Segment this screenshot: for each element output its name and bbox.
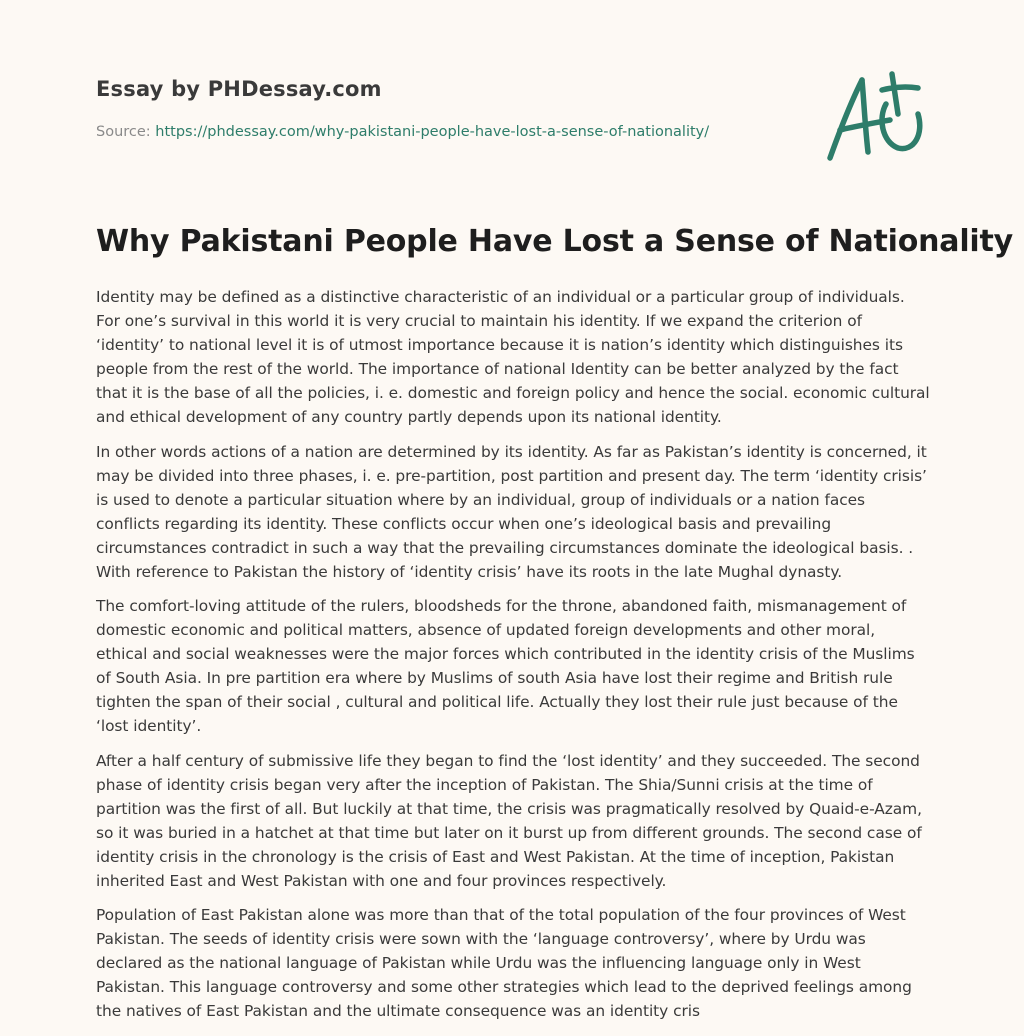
essay-paragraph: After a half century of submissive life they began to find the ‘lost identity’ and they succeeded. The second phase of identity crisis began very after the inception of Pakistan. The Shia/Sunni crisis at the time of partition was the first of all. But luckily at that time, the crisis was pragmatically resolved by Quaid-e-Azam, so it was buried in a hatchet at that time but later on it burst up from different grounds. The second case of identity crisis in the chronology is the crisis of East and West Pakistan. At the time of inception, Pakistan inherited East and West Pakistan with one and four provinces respectively. <box>96 751 922 890</box>
essay-paragraph: Population of East Pakistan alone was more than that of the total population of the four provinces of West Pakistan. The seeds of identity crisis were sown with the ‘language controversy’, where by Urdu was declared as the national language of Pakistan while Urdu was the influencing language only in West Pakistan. This language controversy and some other strategies which lead to the deprived feelings among the natives of East Pakistan and the ultimate consequence was an identity cris <box>96 906 912 1020</box>
source-label: Source: <box>96 124 156 140</box>
a-plus-logo-graphic <box>824 68 928 164</box>
essay-title: Why Pakistani People Have Lost a Sense of Nationality <box>96 224 1013 259</box>
site-brand-title: Essay by PHDessay.com <box>96 77 382 101</box>
essay-paragraph: The comfort-loving attitude of the rulers, bloodsheds for the throne, abandoned faith, mismanagement of domestic economic and political matters, absence of updated foreign developments and other moral, ethical and social weaknesses were the major forces which contributed in the identity crisis of the Muslims of South Asia. In pre partition era where by Muslims of south Asia have lost their regime and British rule tighten the span of their social , cultural and political life. Actually they lost their rule just because of the ‘lost identity’. <box>96 597 915 735</box>
essay-body <box>96 285 930 1036</box>
essay-paragraph: In other words actions of a nation are determined by its identity. As far as Pakistan’s identity is concerned, it may be divided into three phases, i. e. pre-partition, post partition and present day. The term ‘identity crisis’ is used to denote a particular situation where by an individual, group of individuals or a nation faces conflicts regarding its identity. These conflicts occur when one’s ideological basis and prevailing circumstances contradict in such a way that the prevailing circumstances dominate the ideological basis. . With reference to Pakistan the history of ‘identity crisis’ have its roots in the late Mughal dynasty. <box>96 442 927 581</box>
a-plus-grade-icon <box>824 68 928 164</box>
source-line <box>96 124 709 140</box>
source-link[interactable]: https://phdessay.com/why-pakistani-people-have-lost-a-sense-of-nationality/ <box>155 124 710 140</box>
essay-paragraph: Identity may be defined as a distinctive characteristic of an individual or a particular group of individuals. For one’s survival in this world it is very crucial to maintain his identity. If we expand the criterion of ‘identity’ to national level it is of utmost importance because it is nation’s identity which distinguishes its people from the rest of the world. The importance of national Identity can be better analyzed by the fact that it is the base of all the policies, i. e. domestic and foreign policy and hence the social. economic cultural and ethical development of any country partly depends upon its national identity. <box>96 288 930 426</box>
